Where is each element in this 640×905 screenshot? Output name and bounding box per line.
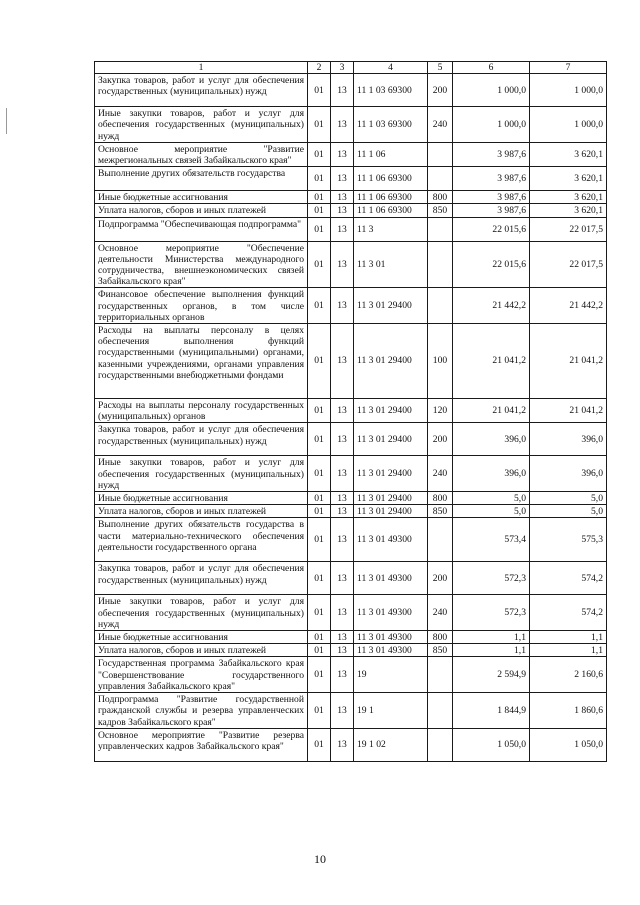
row-name-cell: Закупка товаров, работ и услуг для обеспечения государственных (муниципальных) нужд <box>95 562 308 595</box>
row-subsection-cell: 13 <box>331 595 354 631</box>
row-target-item-cell: 11 3 01 29400 <box>354 456 428 492</box>
row-amount-year1-cell: 3 987,6 <box>453 167 530 191</box>
header-cell: 2 <box>308 62 331 74</box>
row-target-item-cell: 11 3 01 49300 <box>354 518 428 562</box>
row-target-item-cell: 11 3 01 <box>354 241 428 288</box>
row-section-cell: 01 <box>308 107 331 143</box>
row-amount-year1-cell: 1 000,0 <box>453 74 530 107</box>
row-expense-type-cell <box>428 217 453 241</box>
row-amount-year2-cell: 3 620,1 <box>530 204 607 217</box>
row-amount-year2-cell: 3 620,1 <box>530 167 607 191</box>
header-cell: 7 <box>530 62 607 74</box>
table-row <box>95 191 607 204</box>
row-expense-type-cell <box>428 693 453 729</box>
row-amount-year2-cell: 3 620,1 <box>530 191 607 204</box>
header-cell: 3 <box>331 62 354 74</box>
row-amount-year2-cell: 1,1 <box>530 644 607 657</box>
row-amount-year2-cell: 3 620,1 <box>530 142 607 166</box>
row-amount-year1-cell: 1 000,0 <box>453 107 530 143</box>
row-target-item-cell: 11 1 03 69300 <box>354 107 428 143</box>
row-amount-year2-cell: 21 041,2 <box>530 399 607 423</box>
row-name-cell: Финансовое обеспечение выполнения функций государственных органов, в том числе территориальных органов <box>95 288 308 324</box>
row-subsection-cell: 13 <box>331 142 354 166</box>
row-amount-year1-cell: 396,0 <box>453 423 530 456</box>
table-row <box>95 562 607 595</box>
row-section-cell: 01 <box>308 217 331 241</box>
row-amount-year2-cell: 574,2 <box>530 562 607 595</box>
row-expense-type-cell: 800 <box>428 492 453 505</box>
row-amount-year2-cell: 1,1 <box>530 631 607 644</box>
row-name-cell: Иные бюджетные ассигнования <box>95 492 308 505</box>
row-amount-year2-cell: 1 860,6 <box>530 693 607 729</box>
row-target-item-cell: 11 3 01 49300 <box>354 595 428 631</box>
row-target-item-cell: 11 3 01 29400 <box>354 492 428 505</box>
row-section-cell: 01 <box>308 631 331 644</box>
table-row <box>95 204 607 217</box>
row-amount-year1-cell: 5,0 <box>453 492 530 505</box>
row-subsection-cell: 13 <box>331 693 354 729</box>
row-section-cell: 01 <box>308 423 331 456</box>
row-target-item-cell: 19 <box>354 657 428 693</box>
row-expense-type-cell <box>428 241 453 288</box>
row-amount-year2-cell: 1 050,0 <box>530 728 607 761</box>
row-target-item-cell: 11 3 <box>354 217 428 241</box>
table-row <box>95 288 607 324</box>
row-target-item-cell: 11 1 03 69300 <box>354 74 428 107</box>
row-amount-year1-cell: 1 050,0 <box>453 728 530 761</box>
row-expense-type-cell <box>428 142 453 166</box>
table-row <box>95 505 607 518</box>
row-section-cell: 01 <box>308 167 331 191</box>
row-name-cell: Расходы на выплаты персоналу в целях обеспечения выполнения функций государственными (муниципальными) органами, казенными учреждениями, органами управления государственными внебюджетными фондами <box>95 324 308 399</box>
row-subsection-cell: 13 <box>331 217 354 241</box>
row-target-item-cell: 11 1 06 69300 <box>354 191 428 204</box>
row-subsection-cell: 13 <box>331 505 354 518</box>
row-section-cell: 01 <box>308 324 331 399</box>
row-name-cell: Выполнение других обязательств государства <box>95 167 308 191</box>
table-row <box>95 728 607 761</box>
row-target-item-cell: 11 3 01 29400 <box>354 399 428 423</box>
table-row <box>95 241 607 288</box>
row-name-cell: Закупка товаров, работ и услуг для обеспечения государственных (муниципальных) нужд <box>95 74 308 107</box>
row-expense-type-cell: 800 <box>428 191 453 204</box>
row-expense-type-cell <box>428 167 453 191</box>
row-subsection-cell: 13 <box>331 399 354 423</box>
row-expense-type-cell: 850 <box>428 505 453 518</box>
row-expense-type-cell: 240 <box>428 107 453 143</box>
table-row <box>95 518 607 562</box>
row-name-cell: Основное мероприятие "Развитие резерва управленческих кадров Забайкальского края" <box>95 728 308 761</box>
table-row <box>95 492 607 505</box>
row-amount-year2-cell: 1 000,0 <box>530 107 607 143</box>
margin-mark <box>6 108 7 134</box>
table-row <box>95 107 607 143</box>
row-name-cell: Иные бюджетные ассигнования <box>95 191 308 204</box>
row-section-cell: 01 <box>308 657 331 693</box>
row-expense-type-cell: 200 <box>428 74 453 107</box>
row-subsection-cell: 13 <box>331 107 354 143</box>
row-amount-year2-cell: 22 017,5 <box>530 217 607 241</box>
row-section-cell: 01 <box>308 399 331 423</box>
row-name-cell: Выполнение других обязательств государства в части материально-технического обеспечения деятельности государственного органа <box>95 518 308 562</box>
row-name-cell: Основное мероприятие "Развитие межрегиональных связей Забайкальского края" <box>95 142 308 166</box>
row-amount-year2-cell: 21 442,2 <box>530 288 607 324</box>
row-section-cell: 01 <box>308 74 331 107</box>
row-expense-type-cell: 200 <box>428 562 453 595</box>
row-expense-type-cell: 800 <box>428 631 453 644</box>
row-section-cell: 01 <box>308 595 331 631</box>
row-expense-type-cell: 200 <box>428 423 453 456</box>
row-subsection-cell: 13 <box>331 631 354 644</box>
row-name-cell: Расходы на выплаты персоналу государственных (муниципальных) органов <box>95 399 308 423</box>
page-number: 10 <box>314 852 326 866</box>
row-section-cell: 01 <box>308 518 331 562</box>
row-target-item-cell: 11 3 01 49300 <box>354 644 428 657</box>
row-section-cell: 01 <box>308 204 331 217</box>
row-target-item-cell: 11 3 01 29400 <box>354 423 428 456</box>
row-name-cell: Уплата налогов, сборов и иных платежей <box>95 204 308 217</box>
row-subsection-cell: 13 <box>331 74 354 107</box>
row-section-cell: 01 <box>308 505 331 518</box>
budget-table <box>94 61 607 762</box>
row-name-cell: Иные закупки товаров, работ и услуг для обеспечения государственных (муниципальных) нужд <box>95 107 308 143</box>
row-subsection-cell: 13 <box>331 204 354 217</box>
row-target-item-cell: 11 1 06 69300 <box>354 167 428 191</box>
row-target-item-cell: 11 1 06 69300 <box>354 204 428 217</box>
table-row <box>95 456 607 492</box>
row-name-cell: Уплата налогов, сборов и иных платежей <box>95 644 308 657</box>
table-row <box>95 217 607 241</box>
row-amount-year1-cell: 572,3 <box>453 595 530 631</box>
row-section-cell: 01 <box>308 562 331 595</box>
table-row <box>95 693 607 729</box>
row-subsection-cell: 13 <box>331 456 354 492</box>
table-body <box>95 74 607 762</box>
row-target-item-cell: 11 3 01 49300 <box>354 562 428 595</box>
row-target-item-cell: 11 3 01 29400 <box>354 288 428 324</box>
row-target-item-cell: 11 3 01 29400 <box>354 324 428 399</box>
row-amount-year2-cell: 21 041,2 <box>530 324 607 399</box>
row-amount-year1-cell: 22 015,6 <box>453 217 530 241</box>
row-name-cell: Иные закупки товаров, работ и услуг для обеспечения государственных (муниципальных) нужд <box>95 456 308 492</box>
table-row <box>95 644 607 657</box>
row-subsection-cell: 13 <box>331 167 354 191</box>
row-expense-type-cell: 120 <box>428 399 453 423</box>
row-amount-year2-cell: 2 160,6 <box>530 657 607 693</box>
row-section-cell: 01 <box>308 241 331 288</box>
row-expense-type-cell <box>428 518 453 562</box>
row-target-item-cell: 11 3 01 29400 <box>354 505 428 518</box>
row-amount-year1-cell: 22 015,6 <box>453 241 530 288</box>
row-amount-year1-cell: 21 041,2 <box>453 324 530 399</box>
row-amount-year1-cell: 3 987,6 <box>453 191 530 204</box>
row-subsection-cell: 13 <box>331 728 354 761</box>
row-subsection-cell: 13 <box>331 191 354 204</box>
row-amount-year1-cell: 3 987,6 <box>453 142 530 166</box>
row-section-cell: 01 <box>308 142 331 166</box>
row-subsection-cell: 13 <box>331 492 354 505</box>
row-expense-type-cell: 100 <box>428 324 453 399</box>
row-name-cell: Иные бюджетные ассигнования <box>95 631 308 644</box>
row-name-cell: Подпрограмма "Обеспечивающая подпрограмма" <box>95 217 308 241</box>
row-amount-year1-cell: 3 987,6 <box>453 204 530 217</box>
row-amount-year1-cell: 396,0 <box>453 456 530 492</box>
row-amount-year2-cell: 396,0 <box>530 456 607 492</box>
row-name-cell: Уплата налогов, сборов и иных платежей <box>95 505 308 518</box>
row-amount-year1-cell: 21 442,2 <box>453 288 530 324</box>
row-subsection-cell: 13 <box>331 423 354 456</box>
row-amount-year2-cell: 5,0 <box>530 505 607 518</box>
row-subsection-cell: 13 <box>331 288 354 324</box>
row-name-cell: Основное мероприятие "Обеспечение деятельности Министерства международного сотрудничества, внешнеэкономических связей Забайкальского края" <box>95 241 308 288</box>
row-subsection-cell: 13 <box>331 562 354 595</box>
row-amount-year1-cell: 1 844,9 <box>453 693 530 729</box>
row-section-cell: 01 <box>308 191 331 204</box>
row-amount-year1-cell: 2 594,9 <box>453 657 530 693</box>
table-row <box>95 142 607 166</box>
row-amount-year1-cell: 572,3 <box>453 562 530 595</box>
row-amount-year1-cell: 21 041,2 <box>453 399 530 423</box>
row-name-cell: Государственная программа Забайкальского края "Совершенствование государственного управления Забайкальского края" <box>95 657 308 693</box>
header-cell: 4 <box>354 62 428 74</box>
row-amount-year2-cell: 1 000,0 <box>530 74 607 107</box>
header-cell: 5 <box>428 62 453 74</box>
row-amount-year2-cell: 574,2 <box>530 595 607 631</box>
row-amount-year2-cell: 5,0 <box>530 492 607 505</box>
row-target-item-cell: 19 1 02 <box>354 728 428 761</box>
row-section-cell: 01 <box>308 693 331 729</box>
row-amount-year2-cell: 396,0 <box>530 423 607 456</box>
row-subsection-cell: 13 <box>331 644 354 657</box>
row-name-cell: Иные закупки товаров, работ и услуг для обеспечения государственных (муниципальных) нужд <box>95 595 308 631</box>
row-target-item-cell: 11 1 06 <box>354 142 428 166</box>
row-subsection-cell: 13 <box>331 324 354 399</box>
table-row <box>95 324 607 399</box>
row-amount-year1-cell: 5,0 <box>453 505 530 518</box>
table-row <box>95 631 607 644</box>
row-section-cell: 01 <box>308 644 331 657</box>
row-name-cell: Закупка товаров, работ и услуг для обеспечения государственных (муниципальных) нужд <box>95 423 308 456</box>
row-section-cell: 01 <box>308 288 331 324</box>
table-row <box>95 167 607 191</box>
table-row <box>95 74 607 107</box>
row-section-cell: 01 <box>308 728 331 761</box>
row-amount-year2-cell: 22 017,5 <box>530 241 607 288</box>
header-cell: 1 <box>95 62 308 74</box>
row-expense-type-cell <box>428 728 453 761</box>
row-expense-type-cell: 850 <box>428 644 453 657</box>
row-expense-type-cell: 240 <box>428 456 453 492</box>
header-cell: 6 <box>453 62 530 74</box>
row-name-cell: Подпрограмма "Развитие государственной гражданской службы и резерва управленческих кадров Забайкальского края" <box>95 693 308 729</box>
row-subsection-cell: 13 <box>331 241 354 288</box>
row-expense-type-cell: 240 <box>428 595 453 631</box>
row-target-item-cell: 11 3 01 49300 <box>354 631 428 644</box>
row-target-item-cell: 19 1 <box>354 693 428 729</box>
row-amount-year2-cell: 575,3 <box>530 518 607 562</box>
row-expense-type-cell <box>428 657 453 693</box>
row-section-cell: 01 <box>308 456 331 492</box>
table-row <box>95 423 607 456</box>
row-section-cell: 01 <box>308 492 331 505</box>
row-amount-year1-cell: 573,4 <box>453 518 530 562</box>
row-amount-year1-cell: 1,1 <box>453 644 530 657</box>
row-subsection-cell: 13 <box>331 657 354 693</box>
row-amount-year1-cell: 1,1 <box>453 631 530 644</box>
table-row <box>95 657 607 693</box>
table-row <box>95 399 607 423</box>
row-expense-type-cell <box>428 288 453 324</box>
row-subsection-cell: 13 <box>331 518 354 562</box>
table-row <box>95 595 607 631</box>
row-expense-type-cell: 850 <box>428 204 453 217</box>
table-header-row <box>95 62 607 74</box>
